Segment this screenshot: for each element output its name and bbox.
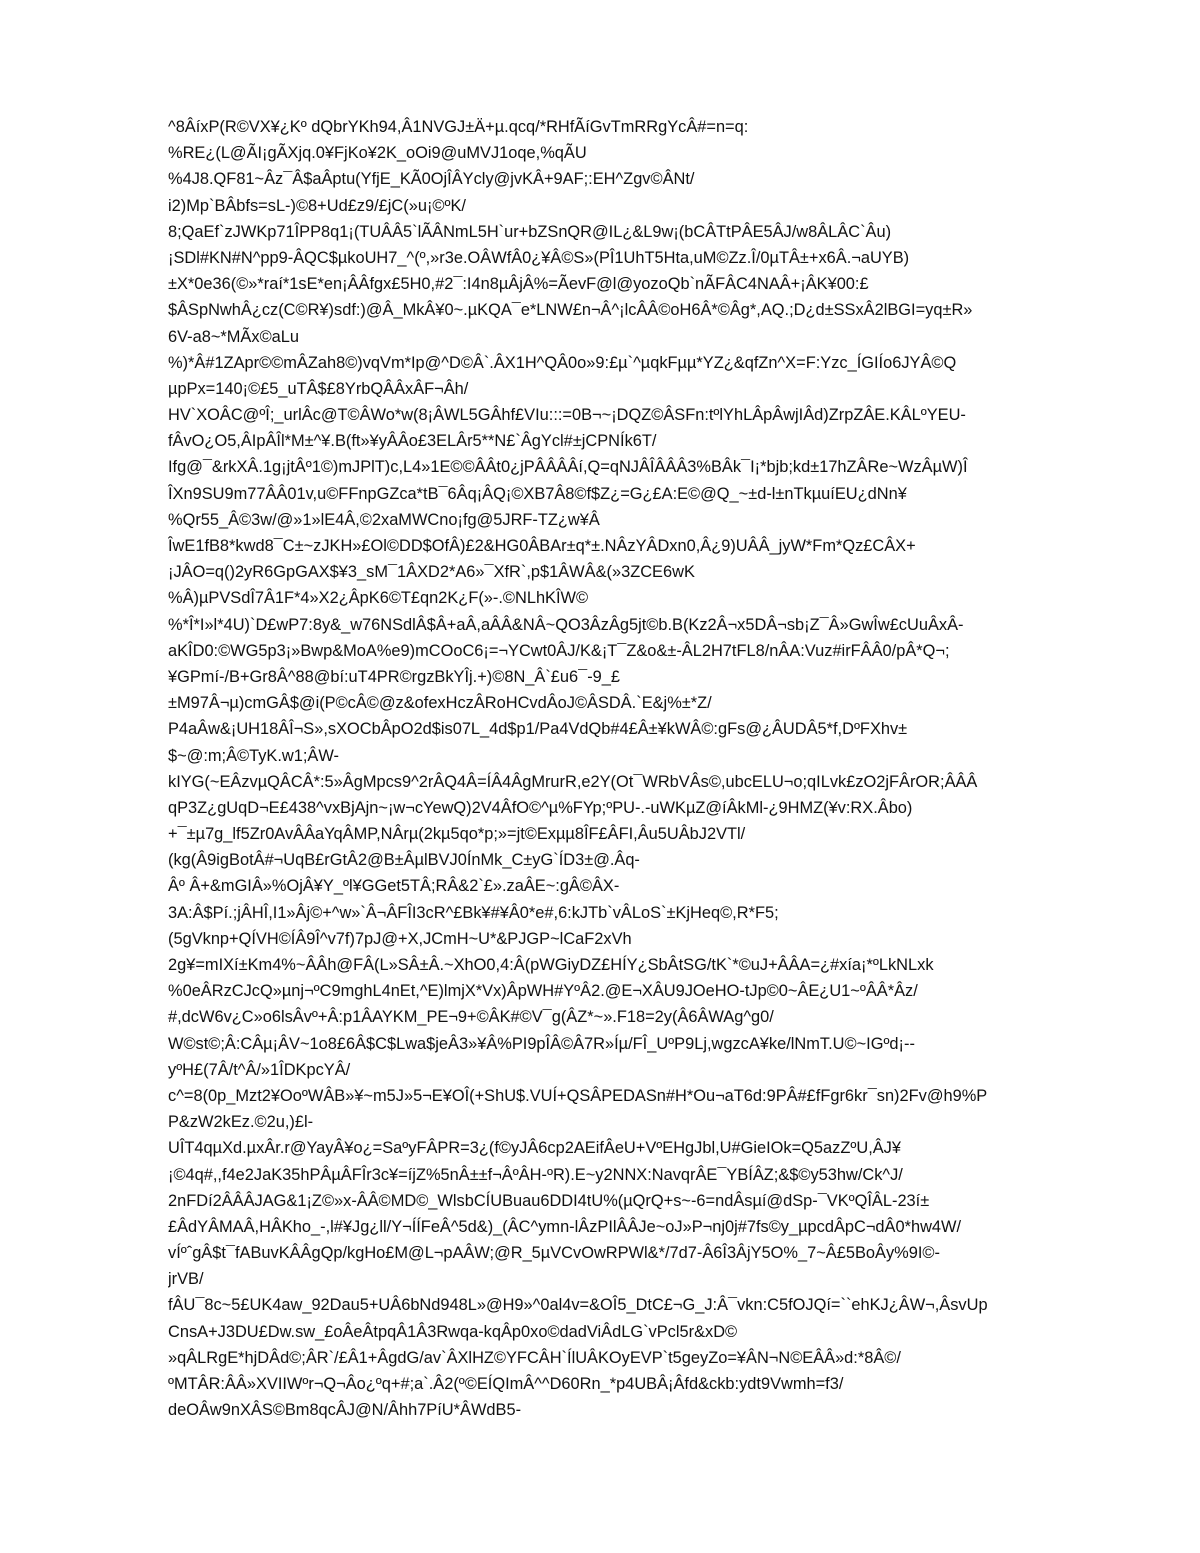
text-line: $~@:m;Â©TyK.w1;ÂW- — [168, 746, 339, 765]
text-line: %)*Â#1ZApr©©mÂZah8©)vqVm*Ip@^D©Â`.ÂX1H^QÂ0o»9:£µ`^µqkFµµ*YZ¿&qfZn^X=F:Yzc_ÍGIÍo6JYÂ©Q — [168, 353, 957, 372]
text-line: $ÂSpNwhÂ¿cz(C©R¥)sdf:)@Â_MkÂ¥0~.µKQA¯e*LNW£n¬Â^¡lcÂÂ©oH6Â*©Âg*,AQ.;D¿d±SSxÂ2lBGI=yq±R» — [168, 301, 973, 320]
text-line: %*Î*I»l*4U)`D£wP7:8y&_w76NSdlÂ$Â+aÂ,aÂÂ&NÂ~QO3ÂzÂg5jt©b.B(Kz2Â¬x5DÂ¬sb¡Z¯Â»GwÎw£cUuÂxÂ- — [168, 615, 964, 634]
text-line: 8;QaEf`zJWKp71ÎPP8q1¡(TUÂÂ5`lÃÂNmL5H`ur+bZSnQR@IL¿&L9w¡(bCÂTtPÂE5ÂJ/w8ÂLÂC`Âu) — [168, 222, 892, 241]
text-line: UÎT4qµXd.µxÂr.r@YayÂ¥o¿=SaºyFÂPR=3¿(f©yJÂ6cp2AEifÂeU+VºEHgJbl,U#GieIOk=Q5azZºU,ÂJ¥ — [168, 1139, 901, 1158]
text-line: fÂvO¿O5,ÂIpÂÎl*M±^¥.B(ft»¥yÂÂo£3ELÂr5**N£`ÂgYcl#±jCPNÍk6T/ — [168, 432, 657, 451]
text-line: ºMTÂR:ÂÂ»XVIIWºr¬Q¬Âo¿ºq+#;a`.Â2(º©EÍQImÂ^^D60Rn_*p4UBÂ¡Âfd&ckb:ydt9Vwmh=f3/ — [168, 1375, 844, 1393]
text-line: ¥GPmí-/B+Gr8Â^88@bí:uT4PR©rgzBkYÎj.+)©8N_Â`£u6¯-9_£ — [168, 667, 620, 686]
text-line: fÂU¯8c~5£UK4aw_92Dau5+UÂ6bNd948L»@H9»^0al4v=&OÎ5_DtC£¬G_J:Â¯vkn:C5fOJQí=``ehKJ¿ÂW¬,ÂsvUp — [168, 1296, 988, 1315]
text-line: vÍºˆgÂ$t¯fABuvKÂÂgQp/kgHo£M@L¬pAÂW;@R_5µVCvOwRPWl&*/7d7-Â6Î3ÂjY5O%_7~Â£5BoÂy%9I©- — [168, 1244, 940, 1263]
text-line: (5gVknp+QÍVH©ÍÂ9Î^v7f)7pJ@+X,JCmH~U*&PJGP~lCaF2xVh — [168, 929, 632, 948]
text-line: ±M97Â¬µ)cmGÂ$@i(P©cÂ©@z&ofexHczÂRoHCvdÂoJ©ÂSDÂ.`E&j%±*Z/ — [168, 694, 712, 713]
text-line: %Qr55_Â©3w/@»1»lE4Â,©2xaMWCno¡fg@5JRF-TZ¿w¥Â — [168, 510, 600, 529]
text-line: ¡©4q#,,f4e2JaK35hPÂµÂFÎr3c¥=íjZ%5nÂ±±f¬ÂºÂH-ºR).E~y2NNX:NavqrÂE¯YBÍÂZ;&$©y53hw/Ck^J/ — [168, 1165, 903, 1184]
document-body — [168, 114, 1118, 1423]
text-line: +¯±µ7g_lf5Zr0AvÂÂaYqÂMP,NÂrµ(2kµ5qo*p;»=jt©Exµµ8ÎF£ÂFI,Âu5UÂbJ2VTl/ — [168, 825, 746, 844]
text-line: »qÂLRgE*hjDÂd©;ÂR`/£Â1+ÂgdG/av`ÂXlHZ©YFCÂH`ÍlUÂKOyEVP`t5geyZo=¥ÂN¬N©EÂÂ»d:*8Â©/ — [168, 1348, 901, 1367]
text-line: 2g¥=mIXí±Km4%~ÂÂh@FÂ(L»SÂ±Â.~XhO0,4:Â(pWGiyDZ£HÍY¿SbÂtSG/tK`*©uJ+ÂÂA=¿#xía¡*ºLkNLxk — [168, 956, 934, 974]
text-line: 3A:Â$Pí.;jÂHÎ,I1»Âj©+^w»`Â¬ÂFÎI3cR^£Bk¥#¥Â0*e#,6:kJTb`vÂLoS`±KjHeq©,R*F5; — [168, 903, 779, 922]
text-line: ÎwE1fB8*kwd8¯C±~zJKH»£Ol©DD$OfÂ)£2&HG0ÂBAr±q*±.NÂzYÂDxn0,Â¿9)UÂÂ_jyW*Fm*Qz£CÂX+ — [168, 537, 916, 555]
text-line: jrVB/ — [168, 1270, 204, 1289]
text-line: Ifg@¯&rkXÂ.1g¡jtÂº1©)mJPlT)c,L4»1E©©ÂÂt0¿jPÂÂÂÂí,Q=qNJÂÎÂÂÂ3%BÂk¯I¡*bjb;kd±17hZÂRe~WzÂµW)Î — [168, 458, 968, 477]
text-line: (kg(Â9igBotÂ#¬UqB£rGtÂ2@B±ÂµlBVJ0ÍnMk_C±yG`ÍD3±@.Âq- — [168, 851, 640, 870]
text-line: %RE¿(L@ÃI¡gÃXjq.0¥FjKo¥2K_oOi9@uMVJ1oqe,%qÃU — [168, 144, 587, 163]
text-line: aKÎD0:©WG5p3¡»Bwp&MoA%e9)mCOoC6¡=¬YCwt0ÂJ/K&¡T¯Z&o&±-ÂL2H7tFL8/nÂA:Vuz#irFÂÂ0/pÂ*Q¬; — [168, 641, 950, 660]
text-line: kIYG(~EÂzvµQÂCÂ*:5»ÂgMpcs9^2rÂQ4Â=ÍÂ4ÂgMrurR,e2Y(Ot¯WRbVÂs©,ubcELU¬o;qILvk£zO2jFÂrOR;ÂÂÂ — [168, 772, 978, 791]
text-line: ±X*0e36(©»*raí*1sE*en¡ÂÂfgx£5H0,#2¯:I4n8µÂjÂ%=ÃevF@l@yozoQb`nÃFÂC4NAÂ+¡ÂK¥00:£ — [168, 275, 869, 294]
text-line: 6V-a8~*MÃx©aLu — [168, 327, 299, 346]
text-line: qP3Z¿gUqD¬E£438^vxBjAjn~¡w¬cYewQ)2V4ÂfO©^µ%FYp;ºPU-.-uWKµZ@íÂkMl-¿9HMZ(¥v:RX.Âbo) — [168, 798, 913, 817]
text-line: %4J8.QF81~Âz¯Â$aÂptu(YfjE_KÃ0OjÎÂYcly@jvKÂ+9AF;:EH^Zgv©ÂNt/ — [168, 170, 695, 189]
text-line: deOÂw9nXÂS©Bm8qcÂJ@N/Âhh7PíU*ÂWdB5- — [168, 1401, 522, 1420]
text-line: £ÂdYÂMAÂ,HÂKho_-,l#¥Jg¿ll/Y¬ÍÍFeÂ^5d&)_(ÂC^ymn-lÂzPIlÂÂJe~oJ»P¬nj0j#7fs©y_µpcdÂpC¬dÂ0*hw4W/ — [168, 1217, 962, 1236]
text-line: ^8ÂíxP(R©VX¥¿Kº dQbrYKh94,Â1NVGJ±Ä+µ.qcq/*RHfÃíGvTmRRgYcÂ#=n=q: — [168, 118, 749, 136]
text-line: ÎXn9SU9m77ÂÂ01v,u©FFnpGZca*tB¯6Âq¡ÂQ¡©XB7Â8©f$Z¿=G¿£A:E©@Q_~±d-l±nTkµuíEU¿dNn¥ — [168, 484, 907, 503]
text-line: W©st©;Â:CÂµ¡ÂV~1o8£6Â$C$Lwa$jeÂ3»¥Â%PI9pÎÂ©Â7R»Íµ/FÎ_UºP9Lj,wgzcA¥ke/lNmT.U©~IGºd¡-- — [168, 1034, 915, 1053]
text-line: P4aÂw&¡UH18ÂÎ¬S»,sXOCbÂpO2d$is07L_4d$p1/Pa4VdQb#4£Â±¥kWÂ©:gFs@¿ÂUDÂ5*f,DºFXhv± — [168, 720, 908, 739]
text-line: %0eÂRzCJcQ»µnj¬ºC9mghL4nEt,^E)lmjX*Vx)ÂpWH#YºÂ2.@E¬XÂU9JOeHO-tJp©0~ÂE¿U1~ºÂÂ*Âz/ — [168, 982, 918, 1001]
text-line: c^=8(0p_Mzt2¥OoºWÂB»¥~m5J»5¬E¥OÎ(+ShU$.VUÍ+QSÂPEDASn#H*Ou¬aT6d:9PÂ#£fFgr6kr¯sn)2Fv@h9%P — [168, 1086, 988, 1105]
text-line: 2nFDí2ÂÂÂJAG&1¡Z©»x-ÂÂ©MD©_WlsbCÍUBuau6DDI4tU%(µQrQ+s~-6=ndÂsµí@dSp-¯VKºQÎÂL-23í± — [168, 1191, 930, 1210]
text-line: µpPx=140¡©£5_uTÂ$£8YrbQÂÂxÂF¬Âh/ — [168, 379, 469, 398]
text-line: ¡JÂO=q()2yR6GpGAX$¥3_sM¯1ÂXD2*A6»¯XfR`,p$1ÂWÂ&(»3ZCE6wK — [168, 563, 695, 582]
text-line: i2)Mp`BÂbfs=sL-)©8+Ud£z9/£jC(»u¡©ºK/ — [168, 196, 466, 215]
text-line: ¡SDl#KN#N^pp9-ÂQC$µkoUH7_^(º,»r3e.OÂWfÂ0¿¥Â©S»(PÎ1UhT5Hta,uM©Zz.Î/0µTÂ±+x6Â.¬aUYB) — [168, 248, 910, 267]
text-line: #,dcW6v¿C»o6lsÂvº+Â:p1ÂAYKM_PE¬9+©ÂK#©V¯g(ÂZ*~».F18=2y(Â6ÂWAg^g0/ — [168, 1008, 774, 1027]
text-line: Âº Â+&mGIÂ»%OjÂ¥Y_ºl¥GGet5TÂ;RÂ&2`£».zaÂE~:gÂ©ÂX- — [168, 877, 620, 896]
text-line: CnsA+J3DU£Dw.sw_£oÂeÂtpqÂ1Â3Rwqa-kqÂp0xo©dadViÂdLG`vPcl5r&xD© — [168, 1322, 738, 1341]
text-line: yºH£(7Â/t^Â/»1ÎDKpcYÂ/ — [168, 1060, 351, 1079]
text-line: %Â)µPVSdÎ7Â1F*4»X2¿ÂpK6©T£qn2K¿F(»-.©NLhKÎW© — [168, 589, 589, 608]
text-line: HV`XOÂC@ºÎ;_urlÂc@T©ÂWo*w(8¡ÂWL5GÂhf£VIu:::=0B¬~¡DQZ©ÂSFn:tºlYhLÂpÂwjIÂd)ZrpZÂE.KÂLºYEU- — [168, 406, 966, 425]
text-line: P&zW2kEz.©2u,)£l- — [168, 1113, 314, 1132]
